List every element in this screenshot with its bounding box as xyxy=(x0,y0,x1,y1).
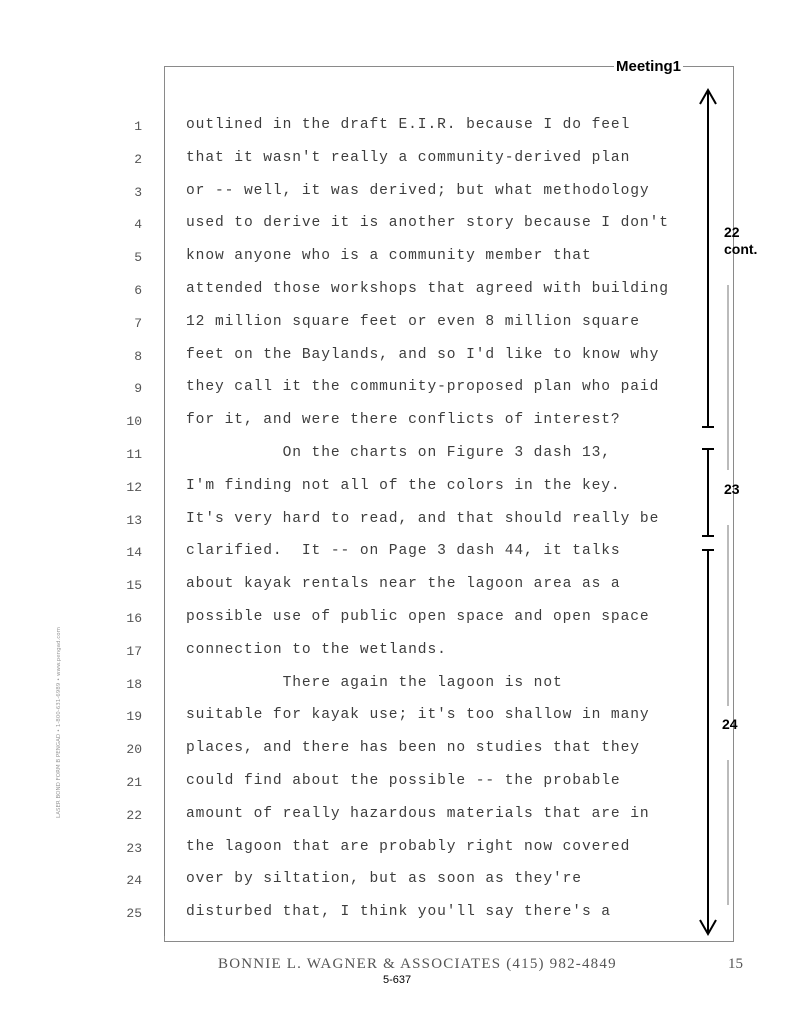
line-number: 1 xyxy=(134,119,142,134)
transcript-line: It's very hard to read, and that should really be xyxy=(186,511,660,527)
line-number: 9 xyxy=(134,381,142,396)
page-number: 15 xyxy=(728,956,743,972)
transcript-line: attended those workshops that agreed with building xyxy=(186,281,669,297)
transcript-line: for it, and were there conflicts of interest? xyxy=(186,412,621,428)
document-number: 5-637 xyxy=(383,974,412,986)
transcript-line: or -- well, it was derived; but what methodology xyxy=(186,183,650,199)
line-number: 11 xyxy=(126,447,142,462)
transcript-line: the lagoon that are probably right now covered xyxy=(186,839,631,855)
line-number: 14 xyxy=(126,545,142,560)
transcript-line: used to derive it is another story because I don't xyxy=(186,215,669,231)
transcript-line: could find about the possible -- the probable xyxy=(186,773,621,789)
transcript-line: places, and there has been no studies that they xyxy=(186,740,640,756)
transcript-line: that it wasn't really a community-derived plan xyxy=(186,150,631,166)
line-number: 12 xyxy=(126,480,142,495)
transcript-line: about kayak rentals near the lagoon area as a xyxy=(186,576,621,592)
comment-label-23: 23 xyxy=(724,481,740,497)
line-number: 20 xyxy=(126,742,142,757)
transcript-line: 12 million square feet or even 8 million square xyxy=(186,314,640,330)
transcript-line: know anyone who is a community member that xyxy=(186,248,592,264)
line-number: 3 xyxy=(134,185,142,200)
line-number: 25 xyxy=(126,906,142,921)
line-number: 7 xyxy=(134,316,142,331)
transcript-line: On the charts on Figure 3 dash 13, xyxy=(186,445,611,461)
transcript-line: outlined in the draft E.I.R. because I do feel xyxy=(186,117,631,133)
comment-label-22: 22 cont. xyxy=(724,224,758,257)
transcript-line: over by siltation, but as soon as they're xyxy=(186,871,582,887)
line-number: 16 xyxy=(126,611,142,626)
line-number: 4 xyxy=(134,217,142,232)
transcript-line: clarified. It -- on Page 3 dash 44, it talks xyxy=(186,543,621,559)
comment-label-24: 24 xyxy=(722,716,738,732)
line-number: 21 xyxy=(126,775,142,790)
transcript-line: they call it the community-proposed plan who paid xyxy=(186,379,660,395)
transcript-line: feet on the Baylands, and so I'd like to know why xyxy=(186,347,660,363)
line-number: 22 xyxy=(126,808,142,823)
line-number: 23 xyxy=(126,841,142,856)
transcript-line: I'm finding not all of the colors in the key. xyxy=(186,478,621,494)
paper-imprint: LASER BOND FORM B PENGAD • 1-800-631-6989 • www.pengad.com xyxy=(56,627,62,818)
line-number: 15 xyxy=(126,578,142,593)
line-number: 8 xyxy=(134,349,142,364)
court-reporter-footer: BONNIE L. WAGNER & ASSOCIATES (415) 982-4849 xyxy=(218,956,617,972)
line-number: 17 xyxy=(126,644,142,659)
transcript-line: connection to the wetlands. xyxy=(186,642,447,658)
line-number: 19 xyxy=(126,709,142,724)
transcript-line: disturbed that, I think you'll say there's a xyxy=(186,904,611,920)
line-number: 13 xyxy=(126,513,142,528)
transcript-line: There again the lagoon is not xyxy=(186,675,563,691)
meeting-label: Meeting1 xyxy=(616,58,682,75)
line-number: 24 xyxy=(126,873,142,888)
transcript-line: amount of really hazardous materials that are in xyxy=(186,806,650,822)
transcript-line: suitable for kayak use; it's too shallow in many xyxy=(186,707,650,723)
line-number: 10 xyxy=(126,414,142,429)
line-number: 6 xyxy=(134,283,142,298)
line-number: 5 xyxy=(134,250,142,265)
transcript-line: possible use of public open space and open space xyxy=(186,609,650,625)
line-number: 18 xyxy=(126,677,142,692)
line-number: 2 xyxy=(134,152,142,167)
